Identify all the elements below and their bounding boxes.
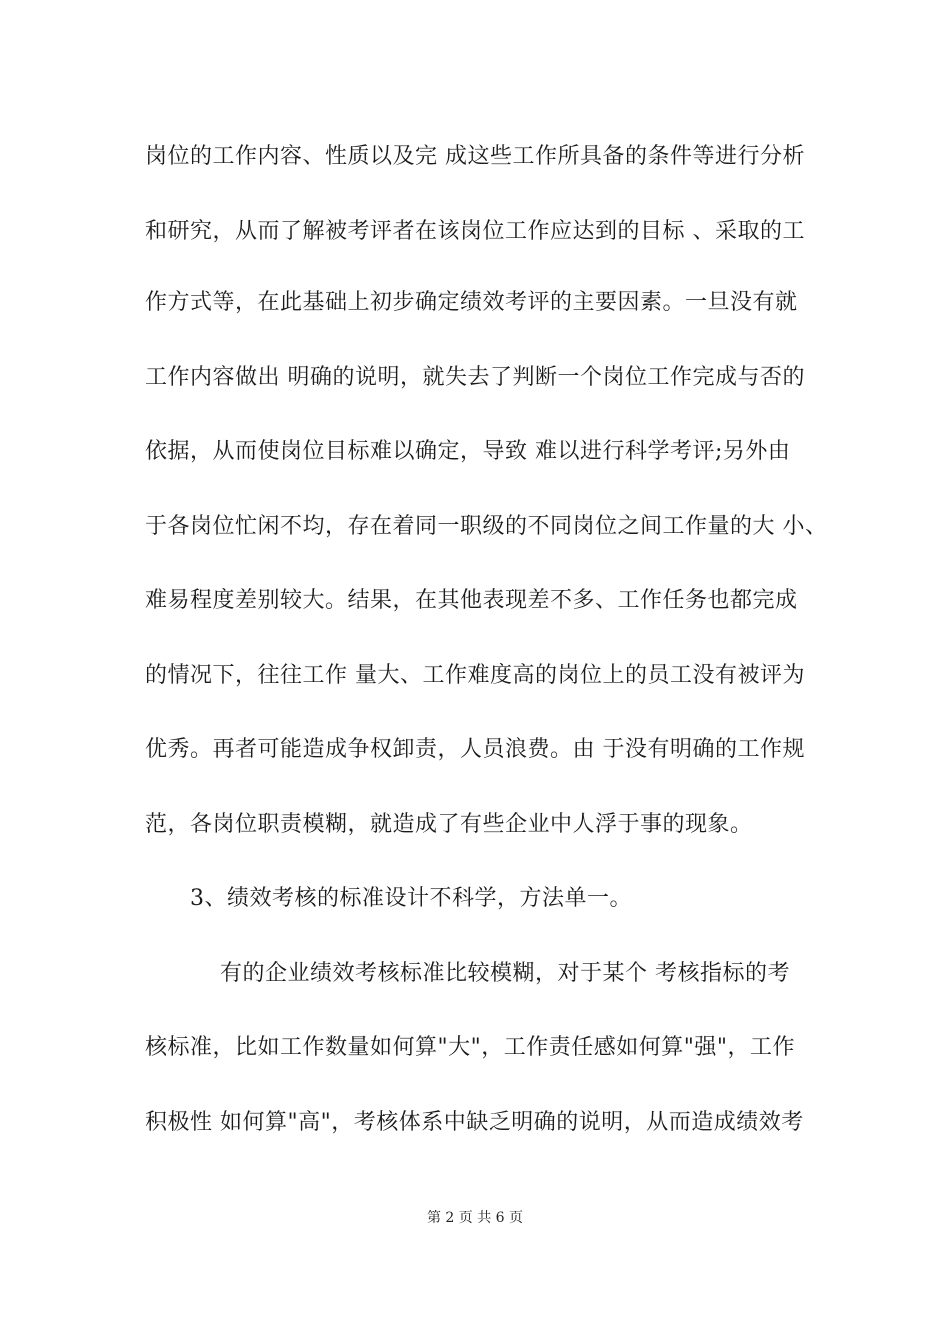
- body-text-line: 和研究，从而了解被考评者在该岗位工作应达到的目标 、采取的工: [145, 219, 805, 244]
- page-number-footer: 第 2 页 共 6 页: [426, 1210, 524, 1226]
- body-text-line: 有的企业绩效考核标准比较模糊，对于某个 考核指标的考: [220, 961, 790, 986]
- body-text-line: 工作内容做出 明确的说明，就失去了判断一个岗位工作完成与否的: [145, 365, 805, 390]
- body-text-line: 难易程度差别较大。结果，在其他表现差不多、工作任务也都完成: [145, 588, 798, 613]
- section-heading: 3、绩效考核的标准设计不科学，方法单一。: [190, 886, 632, 911]
- body-text-line: 的情况下，往往工作 量大、工作难度高的岗位上的员工没有被评为: [145, 663, 805, 688]
- body-text-line: 岗位的工作内容、性质以及完 成这些工作所具备的条件等进行分析: [145, 144, 805, 169]
- body-text-line: 优秀。再者可能造成争权卸责，人员浪费。由 于没有明确的工作规: [145, 737, 805, 762]
- body-text-line: 范，各岗位职责模糊，就造成了有些企业中人浮于事的现象。: [145, 812, 753, 837]
- body-text-line: 积极性 如何算"高"，考核体系中缺乏明确的说明，从而造成绩效考: [145, 1110, 804, 1135]
- body-text-line: 核标准，比如工作数量如何算"大"，工作责任感如何算"强"，工作: [145, 1035, 795, 1060]
- body-text-line: 于各岗位忙闲不均，存在着同一职级的不同岗位之间工作量的大 小、: [145, 514, 828, 539]
- body-text-line: 依据，从而使岗位目标难以确定，导致 难以进行科学考评;另外由: [145, 439, 791, 464]
- body-text-line: 作方式等，在此基础上初步确定绩效考评的主要因素。一旦没有就: [145, 290, 798, 315]
